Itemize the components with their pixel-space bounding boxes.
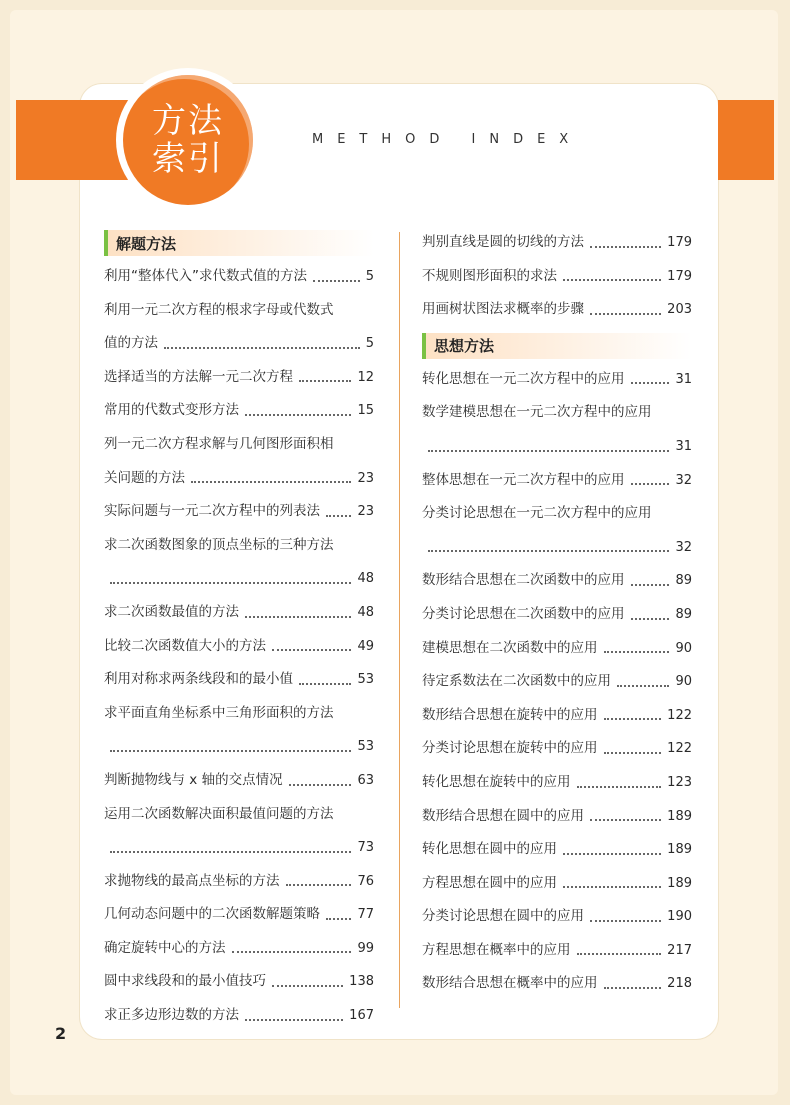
index-entry bbox=[104, 630, 374, 664]
index-entry bbox=[422, 632, 692, 666]
entry-page-number: 122 bbox=[667, 741, 692, 757]
entry-page-number: 217 bbox=[667, 942, 692, 958]
column-divider bbox=[399, 232, 400, 1008]
right-top-row-list bbox=[422, 226, 692, 327]
entry-page-number: 32 bbox=[675, 472, 692, 488]
entry-title: 分类讨论思想在二次函数中的应用 bbox=[422, 605, 625, 622]
subtitle: METHOD INDEX bbox=[312, 132, 583, 147]
dot-leader bbox=[191, 481, 351, 483]
dot-leader bbox=[110, 750, 351, 752]
entry-page-number: 122 bbox=[667, 707, 692, 723]
index-entry bbox=[104, 663, 374, 697]
dot-leader bbox=[299, 380, 351, 382]
dot-leader bbox=[577, 786, 662, 788]
index-entry bbox=[422, 867, 692, 901]
index-entry bbox=[104, 529, 374, 563]
index-entry bbox=[422, 396, 692, 430]
title-line-2: 索引 bbox=[152, 139, 224, 179]
index-entry bbox=[104, 562, 374, 596]
dot-leader bbox=[326, 918, 351, 920]
entry-page-number: 73 bbox=[357, 840, 374, 856]
index-entry bbox=[422, 732, 692, 766]
header-band-right bbox=[718, 100, 774, 180]
dot-leader bbox=[617, 685, 669, 687]
entry-page-number: 53 bbox=[357, 672, 374, 688]
entry-title: 转化思想在圆中的应用 bbox=[422, 841, 557, 858]
entry-page-number: 89 bbox=[675, 573, 692, 589]
dot-leader bbox=[590, 819, 661, 821]
index-entry bbox=[422, 833, 692, 867]
index-entry bbox=[422, 531, 692, 565]
dot-leader bbox=[604, 987, 662, 989]
entry-page-number: 23 bbox=[357, 470, 374, 486]
entry-title: 数形结合思想在旋转中的应用 bbox=[422, 706, 598, 723]
dot-leader bbox=[590, 313, 661, 315]
entry-page-number: 31 bbox=[675, 371, 692, 387]
dot-leader bbox=[326, 515, 351, 517]
index-entry bbox=[104, 831, 374, 865]
entry-page-number: 77 bbox=[357, 907, 374, 923]
index-entry bbox=[104, 798, 374, 832]
index-entry bbox=[104, 999, 374, 1033]
entry-page-number: 32 bbox=[675, 539, 692, 555]
page-number: 2 bbox=[55, 1024, 67, 1043]
entry-title: 几何动态问题中的二次函数解题策略 bbox=[104, 906, 320, 923]
dot-leader bbox=[232, 951, 352, 953]
entry-page-number: 49 bbox=[357, 638, 374, 654]
entry-page-number: 89 bbox=[675, 606, 692, 622]
dot-leader bbox=[604, 752, 662, 754]
index-entry bbox=[422, 800, 692, 834]
entry-title: 利用对称求两条线段和的最小值 bbox=[104, 671, 293, 688]
dot-leader bbox=[590, 246, 661, 248]
entry-page-number: 23 bbox=[357, 504, 374, 520]
index-entry bbox=[422, 564, 692, 598]
index-entry bbox=[422, 260, 692, 294]
entry-page-number: 48 bbox=[357, 571, 374, 587]
entry-title: 用画树状图法求概率的步骤 bbox=[422, 301, 584, 318]
dot-leader bbox=[245, 1019, 343, 1021]
entry-title: 整体思想在一元二次方程中的应用 bbox=[422, 471, 625, 488]
entry-page-number: 203 bbox=[667, 302, 692, 318]
entry-title: 建模思想在二次函数中的应用 bbox=[422, 639, 598, 656]
entry-page-number: 76 bbox=[357, 873, 374, 889]
index-entry bbox=[422, 430, 692, 464]
entry-title: 不规则图形面积的求法 bbox=[422, 267, 557, 284]
entry-page-number: 5 bbox=[365, 269, 374, 284]
entry-page-number: 5 bbox=[365, 336, 374, 352]
entry-title: 待定系数法在二次函数中的应用 bbox=[422, 673, 611, 690]
entry-title: 转化思想在旋转中的应用 bbox=[422, 773, 571, 790]
dot-leader bbox=[590, 920, 661, 922]
entry-page-number: 167 bbox=[349, 1008, 374, 1024]
dot-leader bbox=[110, 582, 351, 584]
entry-title: 利用“整体代入”求代数式值的方法 bbox=[104, 268, 307, 284]
entry-page-number: 53 bbox=[357, 739, 374, 755]
entry-title: 选择适当的方法解一元二次方程 bbox=[104, 368, 293, 385]
index-entry bbox=[104, 898, 374, 932]
index-entry bbox=[104, 730, 374, 764]
entry-title: 利用一元二次方程的根求字母或代数式 bbox=[104, 301, 334, 318]
index-entry bbox=[104, 462, 374, 496]
entry-page-number: 179 bbox=[667, 268, 692, 284]
entry-title: 实际问题与一元二次方程中的列表法 bbox=[104, 503, 320, 520]
index-entry bbox=[104, 495, 374, 529]
index-entry bbox=[104, 932, 374, 966]
index-entry bbox=[104, 596, 374, 630]
entry-page-number: 90 bbox=[675, 674, 692, 690]
title-badge bbox=[123, 75, 253, 205]
index-entry bbox=[104, 764, 374, 798]
entry-title: 关问题的方法 bbox=[104, 469, 185, 486]
dot-leader bbox=[563, 853, 661, 855]
dot-leader bbox=[272, 649, 351, 651]
entry-title: 确定旋转中心的方法 bbox=[104, 939, 226, 956]
section-heading-thinking-methods: 思想方法 bbox=[422, 333, 692, 359]
dot-leader bbox=[289, 784, 352, 786]
entry-page-number: 189 bbox=[667, 875, 692, 891]
entry-page-number: 90 bbox=[675, 640, 692, 656]
dot-leader bbox=[577, 953, 662, 955]
index-entry bbox=[422, 900, 692, 934]
dot-leader bbox=[604, 651, 670, 653]
index-entry bbox=[104, 294, 374, 328]
index-entry bbox=[104, 394, 374, 428]
entry-title: 分类讨论思想在圆中的应用 bbox=[422, 908, 584, 925]
index-entry bbox=[422, 967, 692, 1001]
left-row-list bbox=[104, 260, 374, 1033]
index-entry bbox=[422, 699, 692, 733]
dot-leader bbox=[631, 382, 670, 384]
entry-title: 列一元二次方程求解与几何图形面积相 bbox=[104, 435, 334, 452]
entry-title: 数形结合思想在概率中的应用 bbox=[422, 975, 598, 992]
entry-title: 求抛物线的最高点坐标的方法 bbox=[104, 872, 280, 889]
entry-title: 求平面直角坐标系中三角形面积的方法 bbox=[104, 704, 334, 721]
index-entry bbox=[104, 327, 374, 361]
index-entry bbox=[422, 497, 692, 531]
dot-leader bbox=[631, 483, 670, 485]
dot-leader bbox=[164, 347, 360, 349]
entry-page-number: 15 bbox=[357, 403, 374, 419]
entry-title: 值的方法 bbox=[104, 335, 158, 352]
index-entry bbox=[104, 260, 374, 294]
dot-leader bbox=[272, 985, 343, 987]
dot-leader bbox=[286, 884, 352, 886]
entry-title: 转化思想在一元二次方程中的应用 bbox=[422, 370, 625, 387]
entry-title: 比较二次函数值大小的方法 bbox=[104, 637, 266, 654]
right-column bbox=[422, 226, 692, 1001]
entry-page-number: 179 bbox=[667, 235, 692, 250]
index-entry bbox=[422, 598, 692, 632]
entry-title: 方程思想在概率中的应用 bbox=[422, 941, 571, 958]
dot-leader bbox=[563, 886, 661, 888]
entry-page-number: 218 bbox=[667, 976, 692, 992]
dot-leader bbox=[631, 584, 670, 586]
index-entry bbox=[422, 293, 692, 327]
entry-page-number: 123 bbox=[667, 774, 692, 790]
dot-leader bbox=[428, 550, 669, 552]
index-entry bbox=[422, 363, 692, 397]
entry-page-number: 189 bbox=[667, 808, 692, 824]
entry-title: 运用二次函数解决面积最值问题的方法 bbox=[104, 805, 334, 822]
entry-title: 数学建模思想在一元二次方程中的应用 bbox=[422, 404, 652, 421]
entry-title: 判断抛物线与 x 轴的交点情况 bbox=[104, 771, 283, 788]
title-line-1: 方法 bbox=[152, 101, 224, 141]
index-entry bbox=[422, 766, 692, 800]
index-entry bbox=[422, 226, 692, 260]
index-entry bbox=[104, 697, 374, 731]
entry-page-number: 138 bbox=[349, 974, 374, 990]
index-entry bbox=[104, 865, 374, 899]
entry-title: 常用的代数式变形方法 bbox=[104, 402, 239, 419]
dot-leader bbox=[631, 618, 670, 620]
dot-leader bbox=[563, 279, 661, 281]
entry-page-number: 31 bbox=[675, 438, 692, 454]
index-entry bbox=[104, 428, 374, 462]
entry-title: 数形结合思想在圆中的应用 bbox=[422, 807, 584, 824]
index-entry bbox=[422, 464, 692, 498]
index-entry bbox=[104, 965, 374, 999]
entry-title: 求二次函数图象的顶点坐标的三种方法 bbox=[104, 536, 334, 553]
entry-title: 分类讨论思想在一元二次方程中的应用 bbox=[422, 505, 652, 522]
left-column bbox=[104, 230, 374, 1033]
entry-title: 方程思想在圆中的应用 bbox=[422, 874, 557, 891]
entry-page-number: 189 bbox=[667, 842, 692, 858]
entry-page-number: 12 bbox=[357, 369, 374, 385]
dot-leader bbox=[428, 450, 669, 452]
dot-leader bbox=[604, 718, 662, 720]
entry-title: 圆中求线段和的最小值技巧 bbox=[104, 973, 266, 990]
entry-title: 分类讨论思想在旋转中的应用 bbox=[422, 740, 598, 757]
dot-leader bbox=[110, 851, 351, 853]
entry-page-number: 99 bbox=[357, 940, 374, 956]
dot-leader bbox=[313, 280, 360, 282]
index-entry bbox=[104, 361, 374, 395]
entry-title: 判别直线是圆的切线的方法 bbox=[422, 234, 584, 250]
dot-leader bbox=[299, 683, 351, 685]
dot-leader bbox=[245, 616, 351, 618]
right-row-list bbox=[422, 363, 692, 1001]
entry-page-number: 63 bbox=[357, 772, 374, 788]
entry-page-number: 190 bbox=[667, 909, 692, 925]
index-entry bbox=[422, 934, 692, 968]
section-heading-solving-methods: 解题方法 bbox=[104, 230, 374, 256]
index-entry bbox=[422, 665, 692, 699]
entry-title: 数形结合思想在二次函数中的应用 bbox=[422, 572, 625, 589]
dot-leader bbox=[245, 414, 351, 416]
entry-title: 求正多边形边数的方法 bbox=[104, 1007, 239, 1024]
entry-page-number: 48 bbox=[357, 604, 374, 620]
entry-title: 求二次函数最值的方法 bbox=[104, 603, 239, 620]
